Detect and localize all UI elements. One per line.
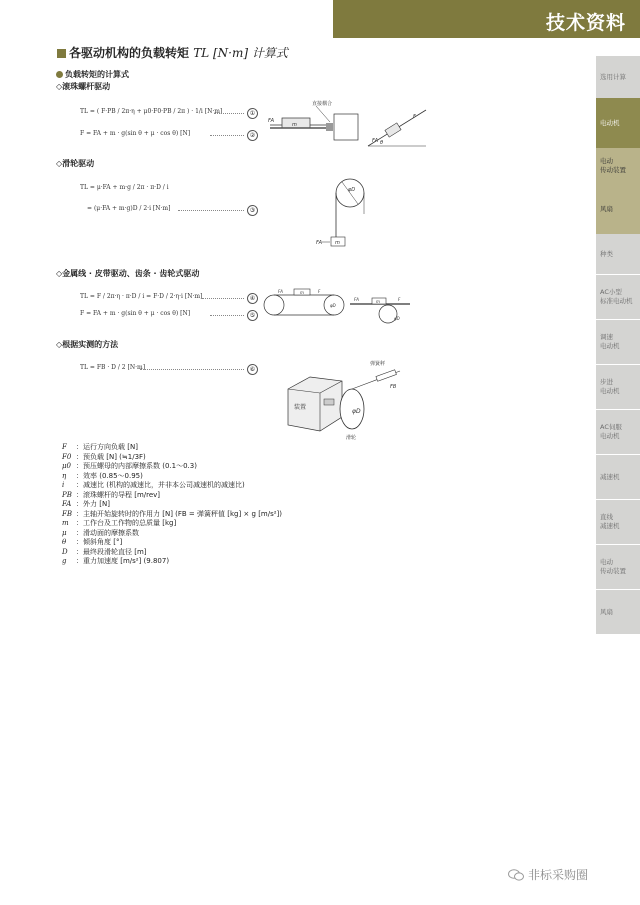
section-pulley-heading: ◇滑轮驱动: [56, 159, 95, 168]
section-measured-heading: ◇根据实测的方法: [56, 340, 119, 349]
eq-num-6: ⑥: [247, 364, 258, 375]
tab-selection-calc[interactable]: 选用计算: [596, 56, 640, 98]
svg-text:装置: 装置: [294, 404, 307, 411]
svg-text:FA: FA: [268, 118, 275, 124]
svg-text:F: F: [398, 297, 401, 302]
legend-row: FB ：主轴开始旋转时的作用力 [N] (FB = 弹簧秤值 [kg] × g [m/s²]): [62, 509, 283, 518]
svg-text:m: m: [292, 122, 297, 128]
tab-speed-control-motor[interactable]: 调速 电动机: [596, 320, 640, 364]
svg-text:FA: FA: [372, 138, 379, 144]
legend-row: μ0 ：预压螺母的内部摩擦系数 (0.1～0.3): [62, 462, 197, 470]
svg-text:FA: FA: [278, 289, 283, 294]
tab-motor[interactable]: 电动机: [596, 98, 640, 148]
section-belt-rack-heading: ◇金属线 · 皮带驱动、齿条 · 齿轮式驱动: [56, 269, 200, 278]
svg-text:φD: φD: [348, 187, 356, 193]
svg-text:φD: φD: [330, 303, 336, 308]
equation-6: TL = FB · D / 2 [N·m]: [80, 364, 146, 371]
svg-text:m: m: [376, 299, 380, 304]
wechat-icon: [508, 869, 524, 881]
svg-text:FB: FB: [390, 384, 397, 390]
header-band: [333, 0, 640, 38]
watermark: 非标采购圈: [508, 866, 588, 883]
legend-row: i ：减速比 (机构的减速比，并非本公司减速机的减速比): [62, 481, 245, 489]
svg-text:弹簧秤: 弹簧秤: [370, 361, 386, 367]
eq-num-5: ⑤: [247, 310, 258, 321]
legend-row: PB ：滚珠螺杆的导程 [m/rev]: [62, 490, 161, 499]
svg-text:F: F: [413, 114, 416, 120]
subheading: 负载转矩的计算式: [56, 69, 129, 80]
legend-row: m ：工作台及工作物的总质量 [kg]: [62, 519, 177, 527]
leader-3: [178, 210, 244, 211]
leader-1: [214, 113, 244, 114]
svg-text:FA: FA: [316, 240, 323, 246]
equation-4: TL = F / 2π·η · π·D / i = F·D / 2·η·i [N·m]: [80, 293, 203, 300]
svg-text:m: m: [335, 240, 340, 246]
svg-text:φD: φD: [352, 408, 361, 415]
eq-num-3: ③: [247, 205, 258, 216]
legend-row: μ ：滑动面的摩擦系数: [62, 528, 139, 537]
side-tabs: [596, 38, 640, 678]
eq-num-1: ①: [247, 108, 258, 119]
tab-stepping-motor[interactable]: 步进 电动机: [596, 365, 640, 409]
leader-6: [140, 369, 244, 370]
eq-num-4: ④: [247, 293, 258, 304]
symbol-legend: [62, 443, 282, 567]
equation-5: F = FA + m · g(sin θ + μ · cos θ) [N]: [80, 310, 191, 317]
tab-ac-small-motor[interactable]: AC小型 标准电动机: [596, 275, 640, 319]
svg-text:滑轮: 滑轮: [346, 435, 357, 441]
legend-row: θ ：倾斜角度 [°]: [62, 538, 123, 546]
title-square-icon: [57, 49, 66, 58]
svg-text:FA: FA: [354, 297, 359, 302]
leader-2: [210, 135, 244, 136]
equation-3b: = (μ·FA + m·g)D / 2·i [N·m]: [87, 205, 171, 212]
equation-2: F = FA + m · g(sin θ + μ · cos θ) [N]: [80, 130, 191, 137]
eq-num-2: ②: [247, 130, 258, 141]
tab-fan-2[interactable]: 风扇: [596, 590, 640, 634]
equation-1: TL = ( F·PB / 2π·η + μ0·F0·PB / 2π ) · 1/i [N·m]: [80, 108, 223, 115]
tab-fan[interactable]: 风扇: [596, 184, 640, 234]
belt-rack-figure: [262, 286, 412, 324]
header-title: 技术资料: [545, 12, 626, 34]
svg-text:F: F: [318, 289, 321, 294]
legend-row: η ：效率 (0.85～0.95): [62, 471, 143, 480]
tab-types[interactable]: 种类: [596, 234, 640, 274]
section-ball-screw-heading: ◇滚珠螺杆驱动: [56, 82, 111, 91]
legend-row: g ：重力加速度 [m/s²] (9.807): [62, 557, 170, 565]
legend-row: FA ：外力 [N]: [62, 500, 110, 508]
leader-5: [210, 315, 244, 316]
title-unit: TL [N·m] 计算式: [193, 46, 288, 60]
svg-text:m: m: [300, 290, 304, 295]
svg-text:θ: θ: [380, 140, 384, 146]
tab-electric-actuator[interactable]: 电动 传动装置: [596, 545, 640, 589]
tab-ac-servo-motor[interactable]: AC伺服 电动机: [596, 410, 640, 454]
tab-linear-gearhead[interactable]: 直线 减速机: [596, 500, 640, 544]
svg-text:直接耦合: 直接耦合: [312, 101, 333, 107]
measured-figure: [284, 355, 424, 443]
tab-actuator[interactable]: 电动 传动装置: [596, 148, 640, 184]
bullet-dot-icon: [56, 71, 63, 78]
legend-row: F0 ：预负载 [N] (≒1/3F): [62, 452, 146, 461]
legend-row: D ：最终段滑轮直径 [m]: [62, 547, 147, 556]
leader-4: [202, 298, 244, 299]
svg-text:φD: φD: [394, 316, 400, 321]
equation-3a: TL = μ·FA + m·g / 2π · π·D / i: [80, 184, 169, 191]
pulley-figure: [312, 174, 382, 254]
tab-gearhead[interactable]: 减速机: [596, 455, 640, 499]
ball-screw-figure: [268, 98, 428, 150]
legend-row: F ：运行方向负载 [N]: [62, 443, 138, 451]
page-title: 各驱动机构的负载转矩 TL [N·m] 计算式: [57, 44, 288, 61]
